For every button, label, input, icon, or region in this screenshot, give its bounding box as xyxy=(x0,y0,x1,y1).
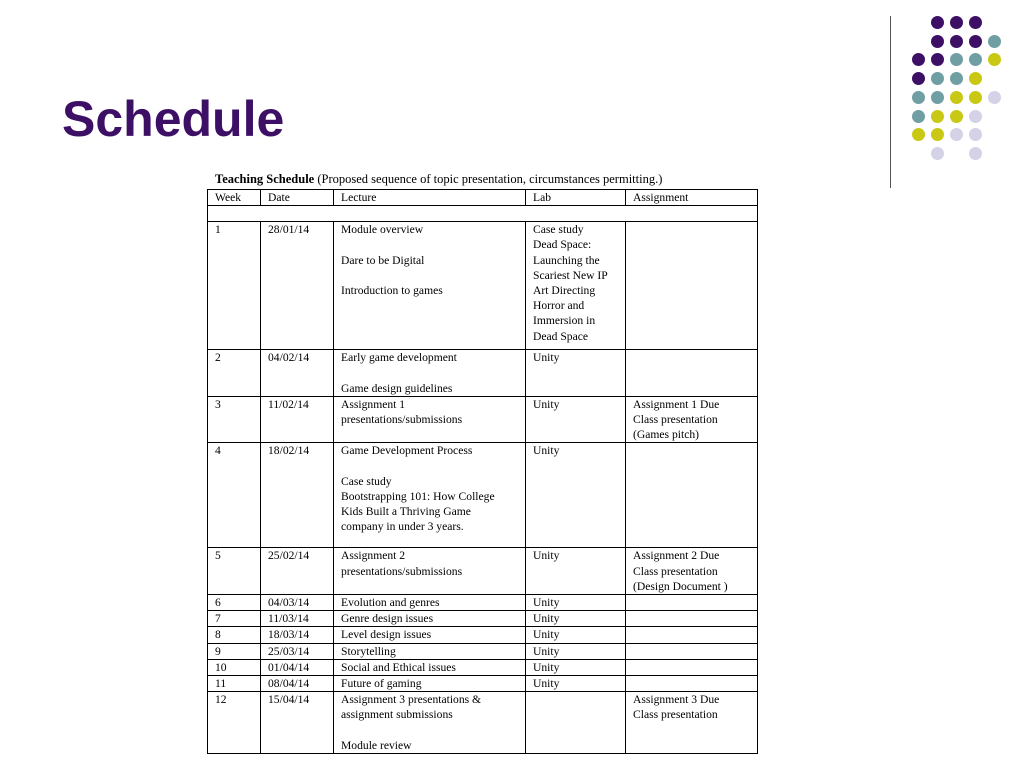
cell-week: 4 xyxy=(208,443,261,548)
cell-assignment xyxy=(626,350,758,397)
cell-date: 28/01/14 xyxy=(261,222,334,350)
cell-assignment: Assignment 1 Due Class presentation (Games pitch) xyxy=(626,396,758,443)
decorative-dot xyxy=(931,110,944,123)
cell-lecture: Social and Ethical issues xyxy=(334,659,526,675)
cell-date: 11/02/14 xyxy=(261,396,334,443)
decorative-dot xyxy=(988,35,1001,48)
table-row xyxy=(208,659,758,675)
table-row xyxy=(208,676,758,692)
cell-date: 18/02/14 xyxy=(261,443,334,548)
decorative-dot xyxy=(931,128,944,141)
schedule-body xyxy=(208,206,758,754)
decorative-dot xyxy=(988,53,1001,66)
header-week: Week xyxy=(208,190,261,206)
decorative-dot xyxy=(950,53,963,66)
cell-date: 01/04/14 xyxy=(261,659,334,675)
decorative-dot xyxy=(912,91,925,104)
slide-title: Schedule xyxy=(62,91,285,147)
decorative-dot xyxy=(931,53,944,66)
cell-lecture: Genre design issues xyxy=(334,611,526,627)
cell-week: 3 xyxy=(208,396,261,443)
cell-week: 10 xyxy=(208,659,261,675)
cell-lecture: Future of gaming xyxy=(334,676,526,692)
header-assignment: Assignment xyxy=(626,190,758,206)
schedule-caption-title: Teaching Schedule xyxy=(215,172,315,186)
cell-lecture: Level design issues xyxy=(334,627,526,643)
cell-lecture: Game Development Process Case study Bootstrapping 101: How College Kids Built a Thriving Game company in under 3 years. xyxy=(334,443,526,548)
decorative-divider-line xyxy=(890,16,891,188)
cell-assignment xyxy=(626,627,758,643)
decorative-dot xyxy=(912,72,925,85)
table-row xyxy=(208,611,758,627)
cell-assignment xyxy=(626,611,758,627)
cell-week: 11 xyxy=(208,676,261,692)
cell-lecture: Evolution and genres xyxy=(334,595,526,611)
schedule-caption xyxy=(207,171,757,189)
decorative-dot xyxy=(931,35,944,48)
cell-lab: Unity xyxy=(526,350,626,397)
header-lab: Lab xyxy=(526,190,626,206)
cell-assignment xyxy=(626,643,758,659)
table-row xyxy=(208,643,758,659)
decorative-dot xyxy=(969,147,982,160)
cell-lab: Unity xyxy=(526,643,626,659)
decorative-dot xyxy=(969,16,982,29)
schedule-table xyxy=(207,189,758,754)
cell-date: 25/02/14 xyxy=(261,548,334,595)
cell-date: 18/03/14 xyxy=(261,627,334,643)
cell-week: 6 xyxy=(208,595,261,611)
cell-week: 5 xyxy=(208,548,261,595)
decorative-dot xyxy=(912,53,925,66)
cell-lecture: Storytelling xyxy=(334,643,526,659)
schedule-caption-note: (Proposed sequence of topic presentation, circumstances permitting.) xyxy=(314,172,663,186)
cell-lab: Unity xyxy=(526,548,626,595)
cell-lecture: Assignment 1 presentations/submissions xyxy=(334,396,526,443)
decorative-dot xyxy=(931,16,944,29)
decorative-dot xyxy=(950,128,963,141)
cell-week: 8 xyxy=(208,627,261,643)
decorative-dot xyxy=(950,91,963,104)
decorative-dot xyxy=(988,91,1001,104)
cell-assignment xyxy=(626,222,758,350)
cell-lab: Unity xyxy=(526,396,626,443)
decorative-dot xyxy=(931,147,944,160)
cell-lab: Case study Dead Space: Launching the Scariest New IP Art Directing Horror and Immersion in Dead Space xyxy=(526,222,626,350)
decorative-dot xyxy=(912,128,925,141)
cell-lab: Unity xyxy=(526,676,626,692)
cell-lab: Unity xyxy=(526,627,626,643)
cell-assignment xyxy=(626,595,758,611)
cell-date: 08/04/14 xyxy=(261,676,334,692)
decorative-dot xyxy=(931,72,944,85)
table-header-row xyxy=(208,190,758,206)
cell-week: 12 xyxy=(208,692,261,754)
cell-week: 1 xyxy=(208,222,261,350)
cell-lab: Unity xyxy=(526,595,626,611)
decorative-dot xyxy=(950,16,963,29)
cell-week: 7 xyxy=(208,611,261,627)
cell-date: 11/03/14 xyxy=(261,611,334,627)
cell-week: 2 xyxy=(208,350,261,397)
cell-date: 04/03/14 xyxy=(261,595,334,611)
cell-lecture: Assignment 2 presentations/submissions xyxy=(334,548,526,595)
cell-assignment: Assignment 2 Due Class presentation (Design Document ) xyxy=(626,548,758,595)
table-row xyxy=(208,692,758,754)
cell-assignment xyxy=(626,659,758,675)
decorative-dot xyxy=(969,91,982,104)
cell-week: 9 xyxy=(208,643,261,659)
cell-lab: Unity xyxy=(526,611,626,627)
table-row xyxy=(208,222,758,350)
decorative-dot xyxy=(969,72,982,85)
table-row xyxy=(208,350,758,397)
table-row xyxy=(208,396,758,443)
decorative-dot xyxy=(931,91,944,104)
cell-lab: Unity xyxy=(526,443,626,548)
cell-date: 15/04/14 xyxy=(261,692,334,754)
table-row xyxy=(208,443,758,548)
spacer-row xyxy=(208,206,758,222)
header-date: Date xyxy=(261,190,334,206)
decorative-dot xyxy=(950,110,963,123)
decorative-dot xyxy=(969,35,982,48)
cell-lab: Unity xyxy=(526,659,626,675)
decorative-dot xyxy=(950,72,963,85)
decorative-dot xyxy=(950,35,963,48)
decorative-dot xyxy=(912,110,925,123)
cell-assignment xyxy=(626,676,758,692)
cell-lecture: Assignment 3 presentations & assignment submissions Module review xyxy=(334,692,526,754)
cell-date: 25/03/14 xyxy=(261,643,334,659)
cell-assignment xyxy=(626,443,758,548)
teaching-schedule xyxy=(207,171,757,754)
cell-lab xyxy=(526,692,626,754)
cell-assignment: Assignment 3 Due Class presentation xyxy=(626,692,758,754)
spacer-cell xyxy=(208,206,758,222)
cell-lecture: Early game development Game design guidelines xyxy=(334,350,526,397)
header-lecture: Lecture xyxy=(334,190,526,206)
decorative-dot xyxy=(969,53,982,66)
table-row xyxy=(208,627,758,643)
table-row xyxy=(208,595,758,611)
table-row xyxy=(208,548,758,595)
cell-date: 04/02/14 xyxy=(261,350,334,397)
decorative-dot xyxy=(969,128,982,141)
cell-lecture: Module overview Dare to be Digital Introduction to games xyxy=(334,222,526,350)
decorative-dot xyxy=(969,110,982,123)
